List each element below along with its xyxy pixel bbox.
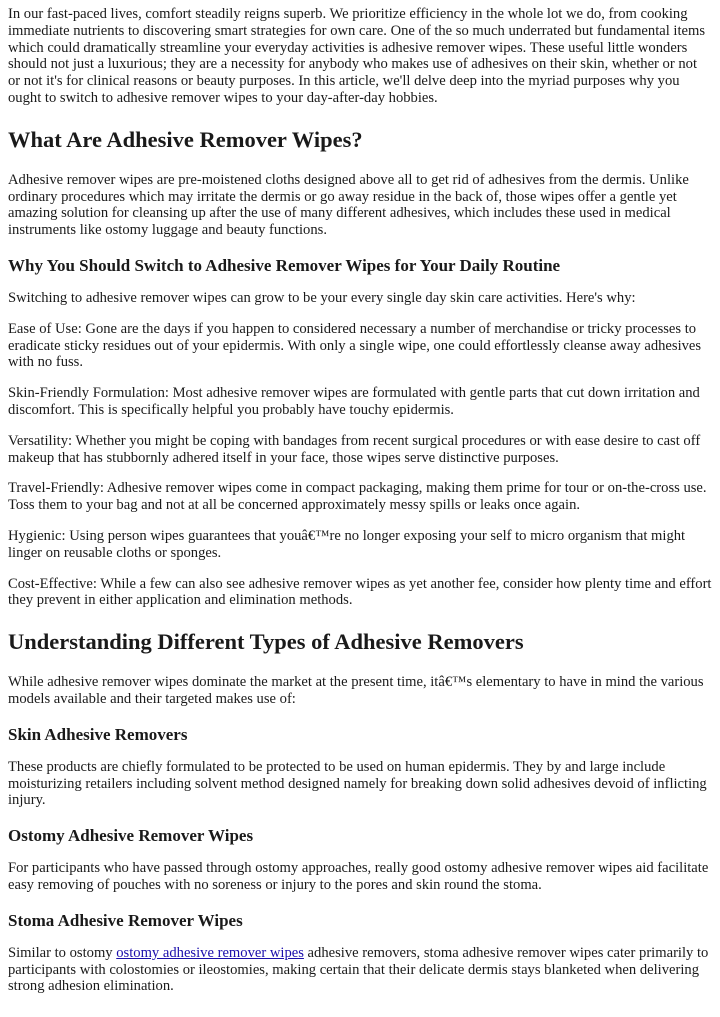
paragraph-what-are-wipes: Adhesive remover wipes are pre-moistened cloths designed above all to get rid of adhesives from the dermis. Unlike ordinary procedures which may irritate the dermis or go away residue in the back of, those wipes offer a gentle yet amazing solution for cleansing up after the use of many different adhesives, which includes these used in medical instruments like ostomy luggage and beauty functions. (8, 171, 689, 239)
paragraph-skin-removers: These products are chiefly formulated to be protected to be used on human epidermis. They by and large include moisturizing retailers including solvent method designed namely for breaking down solid adhesives devoid of inflicting injury. (8, 758, 707, 809)
paragraph-ostomy-wipes: For participants who have passed through ostomy approaches, really good ostomy adhesive remover wipes aid facilitate easy removing of pouches with no soreness or injury to the pores and skin round the stoma. (8, 860, 709, 893)
heading-why-switch: Why You Should Switch to Adhesive Remover Wipes for Your Daily Routine (8, 255, 561, 275)
heading-stoma-wipes: Stoma Adhesive Remover Wipes (8, 910, 243, 930)
ostomy-wipes-link[interactable]: ostomy adhesive remover wipes (116, 944, 304, 961)
heading-ostomy-wipes: Ostomy Adhesive Remover Wipes (8, 826, 254, 846)
stoma-text-after-link: adhesive removers, stoma adhesive remover wipes cater primarily to participants with colostomies or ileostomies, making certain that their delicate dermis stays blanketed when delivering strong adhesion elimination. (8, 944, 709, 995)
point-versatility: Versatility: Whether you might be coping with bandages from recent surgical procedures or with ease desire to cast off makeup that has stubbornly adhered itself in your face, those wipes serve distinctive purposes. (8, 432, 701, 466)
paragraph-different-types: While adhesive remover wipes dominate the market at the present time, itâ€™s elementary to have in mind the various models available and their targeted makes use of: (8, 674, 704, 707)
heading-skin-removers: Skin Adhesive Removers (8, 724, 188, 744)
paragraph-stoma-wipes (8, 945, 712, 995)
heading-what-are-wipes: What Are Adhesive Remover Wipes? (8, 126, 363, 152)
point-ease-of-use: Ease of Use: Gone are the days if you happen to considered necessary a number of merchandise or tricky processes to eradicate sticky residues out of your epidermis. With only a single wipe, one could effortlessly cleanse away adhesives with no fuss. (8, 320, 702, 371)
intro-paragraph: In our fast-paced lives, comfort steadily reigns superb. We prioritize efficiency in the whole lot we do, from cooking immediate nutrients to discovering smart strategies for own care. One of the so much underrated but fundamental items which could dramatically streamline your everyday activities is adhesive remover wipes. These useful little wonders should not just a luxurious; they are a necessity for anybody who makes use of adhesives on their skin, whether or not or not it's for clinical reasons or beauty purposes. In this article, we'll delve deep into the myriad purposes why you ought to switch to adhesive remover wipes to your day-after-day hobbies. (8, 6, 706, 106)
point-cost-effective: Cost-Effective: While a few can also see adhesive remover wipes as yet another fee, consider how plenty time and effort they prevent in either application and elimination methods. (8, 575, 712, 609)
point-skin-friendly: Skin-Friendly Formulation: Most adhesive remover wipes are formulated with gentle parts that cut down irritation and discomfort. This is specifically helpful you probably have touchy epidermis. (8, 385, 700, 418)
point-hygienic: Hygienic: Using person wipes guarantees that youâ€™re no longer exposing your self to micro organism that might linger on reusable cloths or sponges. (8, 527, 686, 561)
stoma-text-before-link: Similar to ostomy (8, 944, 117, 961)
point-travel-friendly: Travel-Friendly: Adhesive remover wipes come in compact packaging, making them prime for tour or on-the-cross use. Toss them to your bag and not at all be concerned approximately messy spills or leaks once again. (8, 480, 707, 514)
paragraph-why-switch-intro: Switching to adhesive remover wipes can grow to be your every single day skin care activities. Here's why: (8, 289, 636, 306)
heading-different-types: Understanding Different Types of Adhesive Removers (8, 629, 524, 655)
